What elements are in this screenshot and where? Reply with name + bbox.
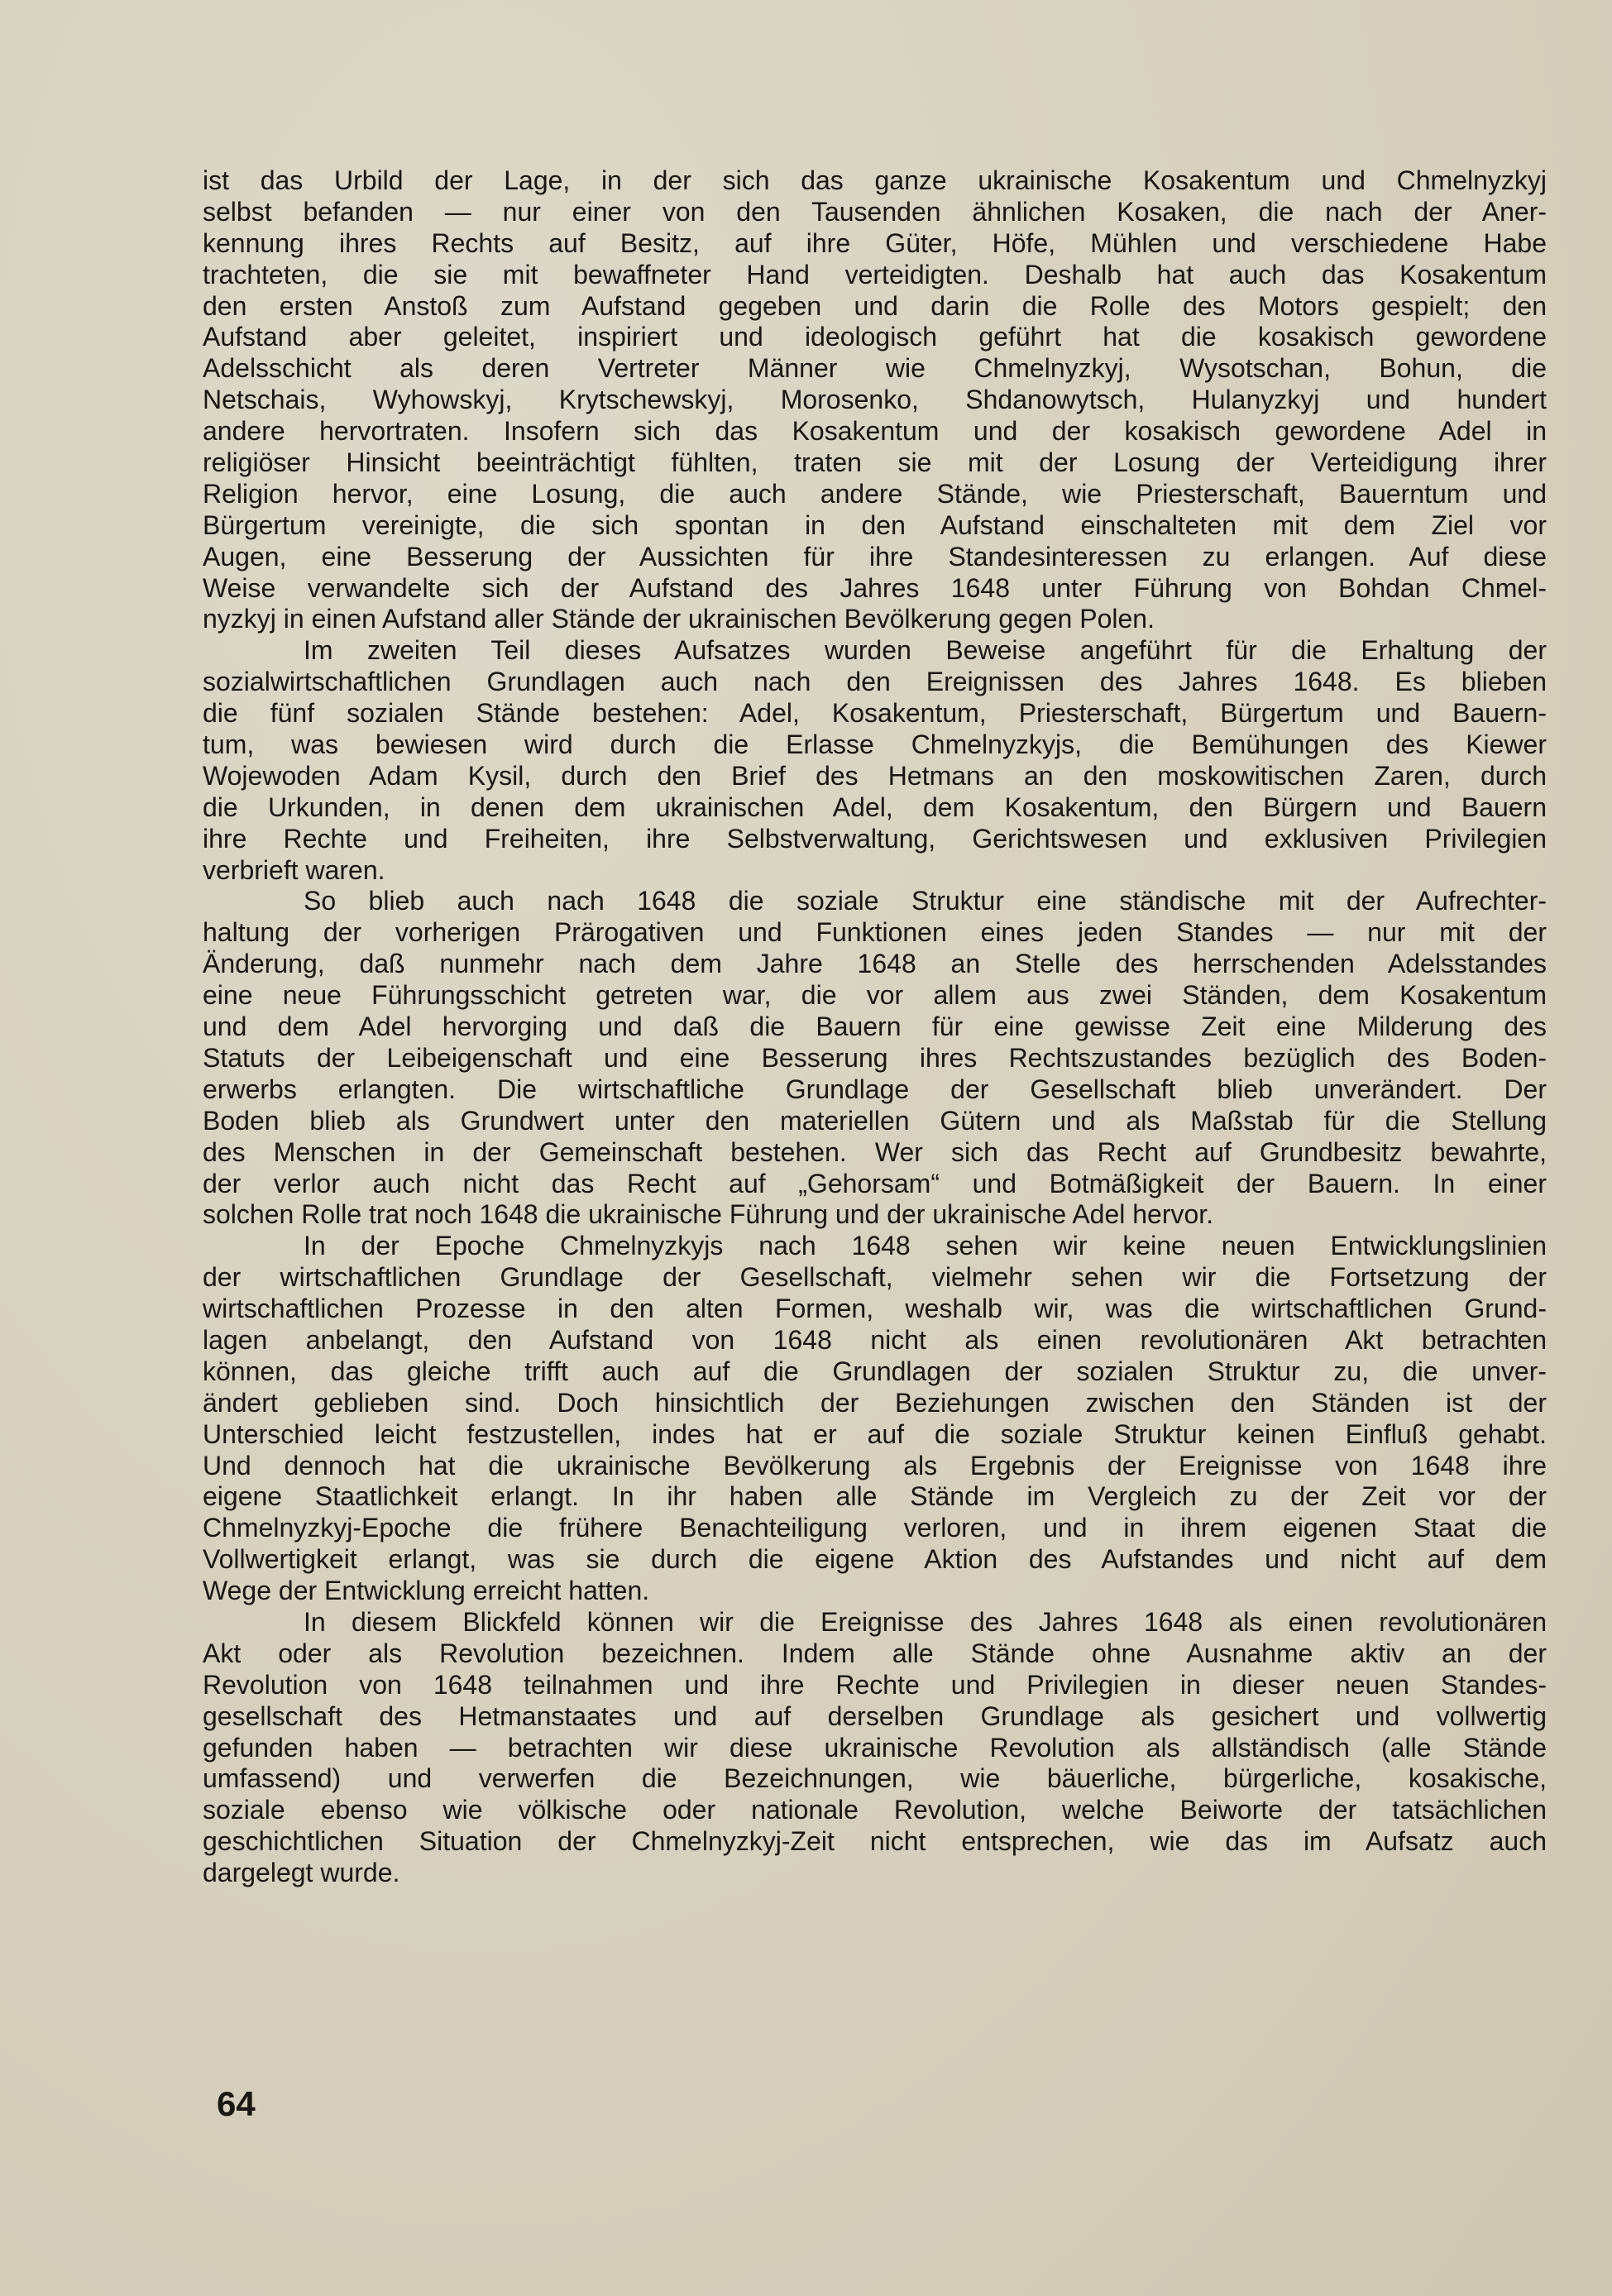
text-line: Wege der Entwicklung erreicht hatten. bbox=[203, 1576, 650, 1606]
text-line: Unterschied leicht festzustellen, indes hat er auf die soziale Struktur keinen Einfluß gehabt. bbox=[203, 1418, 1547, 1449]
text-line: Revolution von 1648 teilnahmen und ihre Rechte und Privilegien in dieser neuen Standes- bbox=[203, 1669, 1547, 1700]
text-line: eine neue Führungsschicht getreten war, die vor allem aus zwei Ständen, dem Kosakentum bbox=[203, 980, 1547, 1011]
text-line: Akt oder als Revolution bezeichnen. Indem alle Stände ohne Ausnahme aktiv an der bbox=[203, 1638, 1547, 1668]
text-line: Aufstand aber geleitet, inspiriert und ideologisch geführt hat die kosakisch gewordene bbox=[203, 322, 1547, 352]
text-line: die Urkunden, in denen dem ukrainischen Adel, dem Kosakentum, den Bürgern und Bauern bbox=[203, 792, 1547, 822]
text-line: verbrieft waren. bbox=[203, 854, 385, 885]
text-line: Bürgertum vereinigte, die sich spontan in den Aufstand einschalteten mit dem Ziel vor bbox=[203, 509, 1547, 540]
text-line: können, das gleiche trifft auch auf die Grundlagen der sozialen Struktur zu, die unver- bbox=[203, 1356, 1547, 1386]
text-line: lagen anbelangt, den Aufstand von 1648 nicht als einen revolutionären Akt betrachten bbox=[203, 1324, 1547, 1355]
text-line: der wirtschaftlichen Grundlage der Gesellschaft, vielmehr sehen wir die Fortsetzung der bbox=[203, 1262, 1547, 1293]
text-line: dargelegt wurde. bbox=[203, 1858, 400, 1888]
text-line: kennung ihres Rechts auf Besitz, auf ihre Güter, Höfe, Mühlen und verschiedene Habe bbox=[203, 227, 1547, 258]
text-line: Vollwertigkeit erlangt, was sie durch die eigene Aktion des Aufstandes und nicht auf dem bbox=[203, 1544, 1547, 1575]
text-line: Boden blieb als Grundwert unter den materiellen Gütern und als Maßstab für die Stellung bbox=[203, 1105, 1547, 1136]
paragraph bbox=[203, 635, 1547, 886]
text-line: In der Epoche Chmelnyzkyjs nach 1648 sehen wir keine neuen Entwicklungslinien bbox=[304, 1231, 1547, 1261]
text-line: nyzkyj in einen Aufstand aller Stände der ukrainischen Bevölkerung gegen Polen. bbox=[203, 604, 1155, 634]
text-line: sozialwirtschaftlichen Grundlagen auch nach den Ereignissen des Jahres 1648. Es blieben bbox=[203, 667, 1547, 697]
text-line: des Menschen in der Gemeinschaft bestehen. Wer sich das Recht auf Grundbesitz bewahrte, bbox=[203, 1136, 1547, 1167]
text-line: soziale ebenso wie völkische oder nationale Revolution, welche Beiworte der tatsächlichen bbox=[203, 1795, 1547, 1825]
text-line: andere hervortraten. Insofern sich das Kosakentum und der kosakisch gewordene Adel in bbox=[203, 416, 1547, 447]
text-line: ändert geblieben sind. Doch hinsichtlich der Beziehungen zwischen den Ständen ist der bbox=[203, 1387, 1547, 1418]
text-line: den ersten Anstoß zum Aufstand gegeben und darin die Rolle des Motors gespielt; den bbox=[203, 290, 1547, 321]
text-line: Weise verwandelte sich der Aufstand des Jahres 1648 unter Führung von Bohdan Chmel- bbox=[203, 572, 1547, 603]
text-line: Änderung, daß nunmehr nach dem Jahre 1648 an Stelle des herrschenden Adelsstandes bbox=[203, 949, 1547, 979]
text-line: und dem Adel hervorging und daß die Bauern für eine gewisse Zeit eine Milderung des bbox=[203, 1012, 1547, 1042]
text-line: Statuts der Leibeigenschaft und eine Besserung ihres Rechtszustandes bezüglich des Boden- bbox=[203, 1042, 1547, 1073]
paragraph bbox=[203, 165, 1547, 635]
text-line: Wojewoden Adam Kysil, durch den Brief des Hetmans an den moskowitischen Zaren, durch bbox=[203, 760, 1547, 791]
text-line: Netschais, Wyhowskyj, Krytschewskyj, Morosenko, Shdanowytsch, Hulanyzkyj und hundert bbox=[203, 385, 1547, 415]
text-line: ihre Rechte und Freiheiten, ihre Selbstverwaltung, Gerichtswesen und exklusiven Privilegien bbox=[203, 823, 1547, 854]
text-line: der verlor auch nicht das Recht auf „Gehorsam“ und Botmäßigkeit der Bauern. In einer bbox=[203, 1168, 1547, 1198]
text-line: geschichtlichen Situation der Chmelnyzkyj-Zeit nicht entsprechen, wie das im Aufsatz auch bbox=[203, 1826, 1547, 1857]
text-line: Chmelnyzkyj-Epoche die frühere Benachteiligung verloren, und in ihrem eigenen Staat die bbox=[203, 1513, 1547, 1543]
text-line: tum, was bewiesen wird durch die Erlasse Chmelnyzkyjs, die Bemühungen des Kiewer bbox=[203, 729, 1547, 760]
text-line: religiöser Hinsicht beeinträchtigt fühlten, traten sie mit der Losung der Verteidigung ihrer bbox=[203, 447, 1547, 478]
text-line: solchen Rolle trat noch 1648 die ukrainische Führung und der ukrainische Adel hervor. bbox=[203, 1199, 1214, 1230]
text-line: eigene Staatlichkeit erlangt. In ihr haben alle Stände im Vergleich zu der Zeit vor der bbox=[203, 1481, 1547, 1512]
text-line: wirtschaftlichen Prozesse in den alten Formen, weshalb wir, was die wirtschaftlichen Grund- bbox=[203, 1294, 1547, 1324]
text-line: So blieb auch nach 1648 die soziale Struktur eine ständische mit der Aufrechter- bbox=[304, 886, 1547, 916]
paragraph bbox=[203, 1607, 1547, 1889]
text-line: In diesem Blickfeld können wir die Ereignisse des Jahres 1648 als einen revolutionären bbox=[304, 1606, 1547, 1637]
text-line: selbst befanden — nur einer von den Tausenden ähnlichen Kosaken, die nach der Aner- bbox=[203, 196, 1547, 227]
text-line: gesellschaft des Hetmanstaates und auf derselben Grundlage als gesichert und vollwertig bbox=[203, 1700, 1547, 1731]
text-line: Religion hervor, eine Losung, die auch andere Stände, wie Priesterschaft, Bauerntum und bbox=[203, 478, 1547, 509]
text-line: gefunden haben — betrachten wir diese ukrainische Revolution als allständisch (alle Stände bbox=[203, 1732, 1547, 1763]
text-line: ist das Urbild der Lage, in der sich das ganze ukrainische Kosakentum und Chmelnyzkyj bbox=[203, 165, 1547, 195]
text-line: Und dennoch hat die ukrainische Bevölkerung als Ergebnis der Ereignisse von 1648 ihre bbox=[203, 1450, 1547, 1480]
page-number: 64 bbox=[217, 2084, 256, 2123]
paragraph bbox=[203, 1231, 1547, 1607]
text-line: haltung der vorherigen Prärogativen und Funktionen eines jeden Standes — nur mit der bbox=[203, 917, 1547, 948]
text-line: trachteten, die sie mit bewaffneter Hand verteidigten. Deshalb hat auch das Kosakentum bbox=[203, 259, 1547, 289]
text-line: Augen, eine Besserung der Aussichten für ihre Standesinteressen zu erlangen. Auf diese bbox=[203, 541, 1547, 572]
document-body bbox=[203, 165, 1547, 1889]
text-line: Adelsschicht als deren Vertreter Männer wie Chmelnyzkyj, Wysotschan, Bohun, die bbox=[203, 353, 1547, 384]
paragraph bbox=[203, 886, 1547, 1231]
text-line: Im zweiten Teil dieses Aufsatzes wurden Beweise angeführt für die Erhaltung der bbox=[304, 635, 1547, 666]
text-line: erwerbs erlangten. Die wirtschaftliche Grundlage der Gesellschaft blieb unverändert. Der bbox=[203, 1074, 1547, 1104]
text-line: die fünf sozialen Stände bestehen: Adel, Kosakentum, Priesterschaft, Bürgertum und Bauern- bbox=[203, 698, 1547, 729]
text-line: umfassend) und verwerfen die Bezeichnungen, wie bäuerliche, bürgerliche, kosakische, bbox=[203, 1763, 1547, 1794]
